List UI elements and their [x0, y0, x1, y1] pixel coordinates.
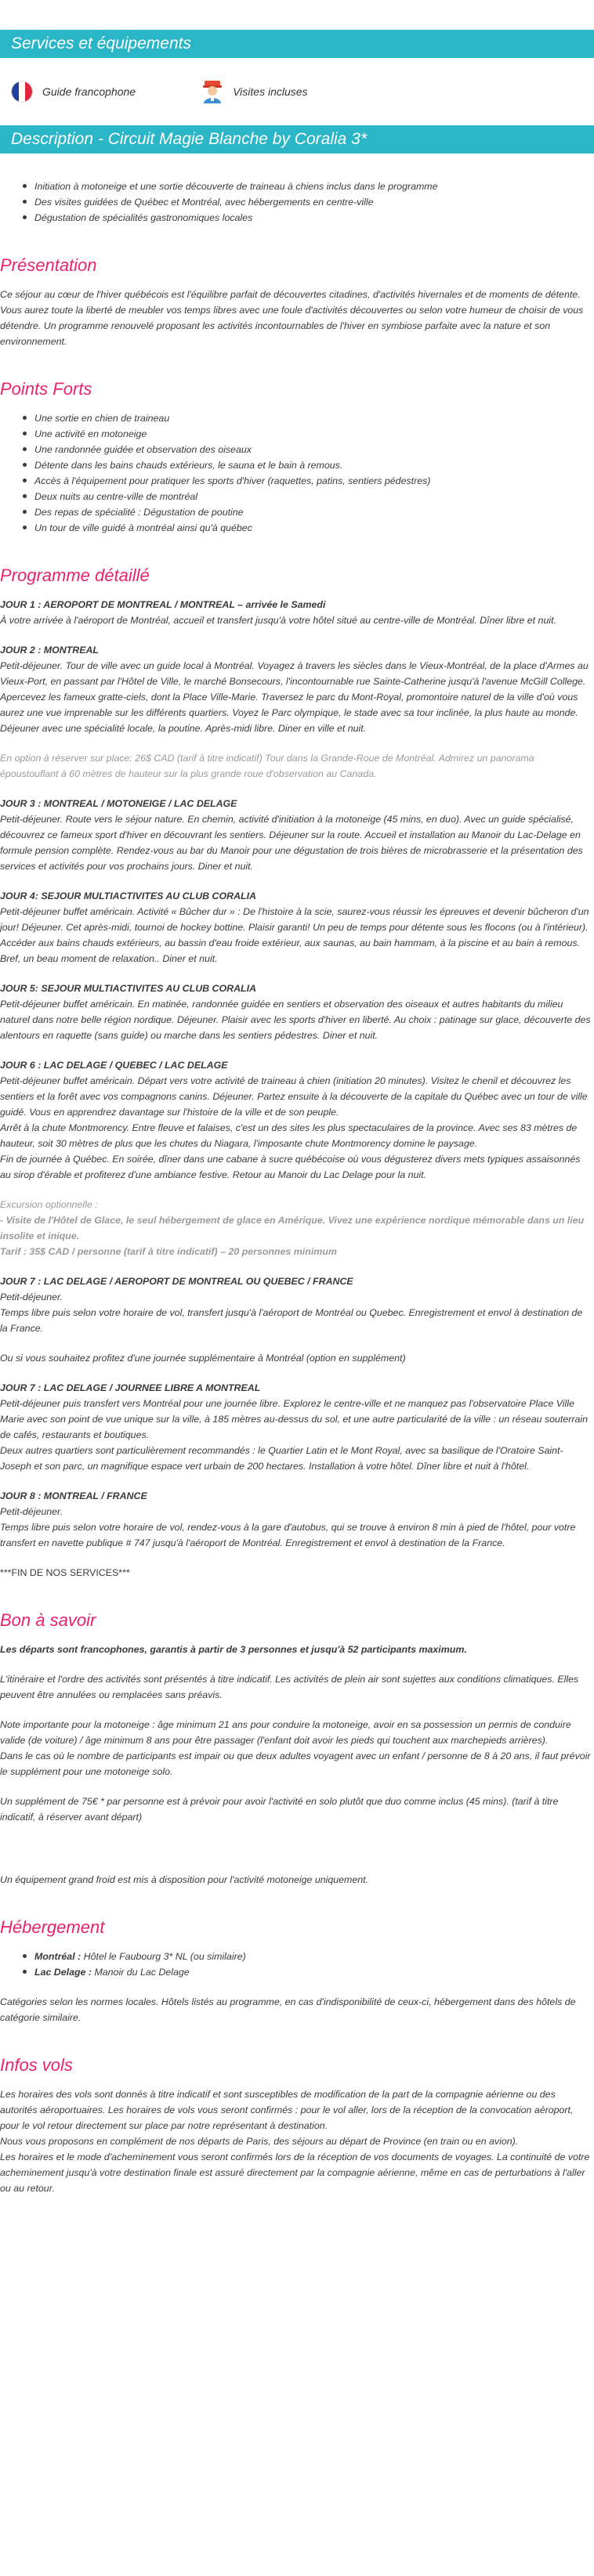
main-content	[0, 154, 594, 2196]
bon-a-savoir-text: Dans le cas où le nombre de participants est impair ou que deux adultes voyagent avec un enfant / personne de 8 à 20 ans, il faut prévoir le supplément pour une motoneige solo.	[0, 1750, 591, 1777]
day-title: JOUR 6 : LAC DELAGE / QUEBEC / LAC DELAGE	[0, 1060, 228, 1071]
hotel-city: Montréal :	[34, 1951, 81, 1962]
list-item: Initiation à motoneige et une sortie découverte de traineau à chiens inclus dans le programme	[34, 179, 591, 194]
day-text: Temps libre puis selon votre horaire de vol, transfert jusqu'à l'aéroport de Montréal ou Quebec. Enregistrement et envol à destination de la France.	[0, 1307, 583, 1334]
infos-vols-title: Infos vols	[0, 2055, 73, 2075]
infos-vols-text: Nous vous proposons en complément de nos départs de Paris, des séjours au départ de Province (en train ou en avion).	[0, 2136, 519, 2147]
description-header: Description - Circuit Magie Blanche by Coralia 3*	[0, 125, 594, 154]
list-item: Deux nuits au centre-ville de montréal	[34, 489, 591, 504]
list-item: Une activité en motoneige	[34, 426, 591, 442]
infos-vols-body	[0, 2086, 591, 2196]
day-title: JOUR 4: SEJOUR MULTIACTIVITES AU CLUB CORALIA	[0, 891, 256, 901]
excursion-tarif: Tarif : 35$ CAD / personne (tarif à titre indicatif) – 20 personnes minimum	[0, 1246, 337, 1257]
day-title: JOUR 7 : LAC DELAGE / JOURNEE LIBRE A MONTREAL	[0, 1382, 261, 1393]
hotel-name: Manoir du Lac Delage	[94, 1967, 190, 1978]
day-choice: Ou si vous souhaitez profitez d'une journée supplémentaire à Montréal (option en supplément)	[0, 1353, 406, 1364]
list-item	[34, 1964, 591, 1980]
bon-a-savoir-bold: Les départs sont francophones, garantis à partir de 3 personnes et jusqu'à 52 participants maximum.	[0, 1644, 467, 1655]
infos-vols-text: Les horaires et le mode d'acheminement vous seront confirmés lors de la réception de vos documents de voyages. La continuité de votre acheminement jusqu'à votre destination finale est assuré directement par la compagnie aérienne, même en cas de perturbations à l'aller ou au retour.	[0, 2151, 590, 2194]
bon-a-savoir-text: Note importante pour la motoneige : âge minimum 21 ans pour conduire la motoneige, avoir en sa possession un permis de conduire valide (de voiture) / âge minimum 8 ans pour être passager (l'enfant doit avoir les pieds qui touchent aux marchepieds arrières).	[0, 1719, 571, 1746]
option-text: En option à réserver sur place: 26$ CAD (tarif à titre indicatif) Tour dans la Grande-Roue de Montréal. Admirez un panorama époustouflant à 60 mètres de hauteur sur la plus grande roue d'observation au Canada.	[0, 753, 534, 779]
day-text: À votre arrivée à l'aéroport de Montréal, accueil et transfert jusqu'à votre hôtel situé au centre-ville de Montréal. Dîner libre et nuit.	[0, 615, 556, 626]
list-item: Accès à l'équipement pour pratiquer les sports d'hiver (raquettes, patins, sentiers pédestres)	[34, 473, 591, 489]
service-label: Visites incluses	[233, 85, 308, 98]
day-text: Petit-déjeuner.	[0, 1292, 63, 1302]
tour-guide-icon	[201, 80, 223, 103]
presentation-text: Ce séjour au cœur de l'hiver québécois est l'équilibre parfait de découvertes citadines, d'activités hivernales et de moments de détente. Vous aurez toute la liberté de meubler vos temps libres avec une foule d'activités découvertes ou selon votre humeur de choisir de vous détendre. Un programme renouvelé proposant les activités incontournables de l'hiver en symbiose parfaite avec la nature et son environnement.	[0, 289, 584, 347]
points-forts-list	[0, 410, 591, 536]
bon-a-savoir-text: Un supplément de 75€ * par personne est à prévoir pour avoir l'activité en solo plutôt que duo comme inclus (45 mins). (tarif à titre indicatif, à réserver avant départ)	[0, 1796, 559, 1823]
list-item: Détente dans les bains chauds extérieurs, le sauna et le bain à remous.	[34, 457, 591, 473]
day-text: Petit-déjeuner buffet américain. Départ vers votre activité de traineau à chien (initiation 20 minutes). Visitez le chenil et découvrez les sentiers et la forêt avec vos compagnons canins. Déjeuner. Partez ensuite à la découverte de la capitale du Québec avec un tour de ville guidé. Vous en apprendrez davantage sur l'histoire de la ville et de son peuple.	[0, 1075, 588, 1118]
day-text: Temps libre puis selon votre horaire de vol, rendez-vous à la gare d'autobus, qui se trouve à environ 8 min à pied de l'hôtel, pour votre transfert en navette publique # 747 jusqu'à l'aéroport de Montréal. Enregistrement et envol à destination de la France.	[0, 1522, 576, 1548]
infos-vols-text: Les horaires des vols sont donnés à titre indicatif et sont susceptibles de modification de la part de la compagnie aérienne ou des autorités aéroportuaires. Les horaires de vols vous seront confirmés : pour le vol aller, lors de la réception de la convocation aéroport, pour le vol retour directement sur place par notre représentant à destination.	[0, 2089, 574, 2131]
day-text: Petit-déjeuner. Tour de ville avec un guide local à Montréal. Voyagez à travers les siècles dans le Vieux-Montréal, de la place d'Armes au Vieux-Port, en passant par l'Hôtel de Ville, le marché Bonsecours, l'incontournable rue Sainte-Catherine jusqu'à l'avenue McGill College. Apercevez les fameux gratte-ciels, dont la Place Ville-Marie. Traversez le parc du Mont-Royal, promontoire naturel de la ville d'où vous aurez une vue imprenable sur les différents quartiers. Voyez le Parc olympique, le stade avec sa tour inclinée, la plus haute au monde. Déjeuner avec une spécialité locale, la poutine. Après-midi libre. Diner en ville et nuit.	[0, 660, 589, 734]
end-of-services: ***FIN DE NOS SERVICES***	[0, 1567, 130, 1578]
list-item: Une randonnée guidée et observation des oiseaux	[34, 442, 591, 457]
day-text: Arrêt à la chute Montmorency. Entre fleuve et falaises, c'est un des sites les plus spectaculaires de la province. Avec ses 83 mètres de hauteur, soit 30 mètres de plus que les chutes du Niagara, l'imposante chute Montmorency domine le paysage.	[0, 1122, 578, 1149]
list-item: Dégustation de spécialités gastronomiques locales	[34, 210, 591, 226]
services-list	[0, 58, 594, 125]
points-forts-title: Points Forts	[0, 379, 92, 399]
french-flag-icon	[11, 81, 33, 103]
bon-a-savoir-title: Bon à savoir	[0, 1610, 96, 1630]
presentation-title: Présentation	[0, 255, 97, 275]
service-item-visites	[201, 80, 307, 103]
list-item: Une sortie en chien de traineau	[34, 410, 591, 426]
day-text: Petit-déjeuner puis transfert vers Montréal pour une journée libre. Explorez le centre-ville et ne manquez pas l'observatoire Place Ville Marie avec son point de vue unique sur la ville, à 185 mètres au-dessus du sol, et une autre particularité de la ville : un réseau souterrain de cafés, restaurants et boutiques.	[0, 1398, 589, 1440]
bon-a-savoir-body	[0, 1642, 591, 1888]
programme-title: Programme détaillé	[0, 565, 150, 585]
day-text: Petit-déjeuner buffet américain. En matinée, randonnée guidée en sentiers et observation des oiseaux et autres habitants du milieu naturel dans notre belle région nordique. Déjeuner. Plaisir avec les sports d'hiver en liberté. Au choix : patinage sur glace, découverte des alentours en raquette (sans guide) ou marche dans les sentiers pédestres. Diner et nuit.	[0, 999, 591, 1041]
services-header: Services et équipements	[0, 30, 594, 58]
list-item	[34, 1949, 591, 1964]
bon-a-savoir-text: L'itinéraire et l'ordre des activités sont présentés à titre indicatif. Les activités de plein air sont sujettes aux conditions climatiques. Elles peuvent être annulées ou remplacées sans préavis.	[0, 1674, 579, 1700]
day-title: JOUR 1 : AEROPORT DE MONTREAL / MONTREAL – arrivée le Samedi	[0, 599, 326, 610]
hotel-name: Hôtel le Faubourg 3* NL (ou similaire)	[83, 1951, 246, 1962]
bon-a-savoir-text: Un équipement grand froid est mis à disposition pour l'activité motoneige uniquement.	[0, 1874, 369, 1885]
list-item: Des repas de spécialité : Dégustation de poutine	[34, 504, 591, 520]
list-item: Des visites guidées de Québec et Montréal, avec hébergements en centre-ville	[34, 194, 591, 210]
description-bullets	[0, 154, 591, 226]
day-title: JOUR 8 : MONTREAL / FRANCE	[0, 1490, 147, 1501]
day-text: Petit-déjeuner. Route vers le séjour nature. En chemin, activité d'initiation à la motoneige (45 mins, en duo). Avec un guide spécialisé, découvrez ce fameux sport d'hiver en découvrant les sentiers. Déjeuner sur la route. Accueil et installation au Manoir du Lac-Delage en formule pension complète. Rendez-vous au bar du Manoir pour une dégustation de trois bières de microbrasserie et la présentation des services et activités pour vos prochains jours. Diner et nuit.	[0, 814, 583, 872]
excursion-title: Excursion optionnelle :	[0, 1199, 98, 1210]
day-text: Petit-déjeuner buffet américain. Activité « Bûcher dur » : De l'histoire à la scie, saurez-vous réussir les épreuves et devenir bûcheron d'un jour! Déjeuner. Cet après-midi, tournoi de hockey bottine. Plaisir garanti! Un peu de temps pour détente sous les flocons (ou à l'intérieur). Accéder aux bains chauds extérieurs, au bassin d'eau froide extérieur, aux saunas, au bain hammam, à la piscine et au bain à remous. Bref, un beau moment de relaxation.. Diner et nuit.	[0, 906, 589, 964]
day-text: Fin de journée à Québec. En soirée, dîner dans une cabane à sucre québécoise où vous dégusterez divers mets typiques assaisonnés au sirop d'érable et profiterez d'une ambiance festive. Retour au Manoir du Lac Delage pour la nuit.	[0, 1154, 581, 1180]
excursion-text: - Visite de l'Hôtel de Glace, le seul hébergement de glace en Amérique. Vivez une expérience nordique mémorable dans un lieu insolite et inique.	[0, 1215, 585, 1241]
service-item-guide	[11, 81, 136, 103]
hebergement-list	[0, 1949, 591, 1980]
day-title: JOUR 7 : LAC DELAGE / AEROPORT DE MONTREAL OU QUEBEC / FRANCE	[0, 1276, 353, 1287]
day-text: Petit-déjeuner.	[0, 1506, 63, 1517]
day-title: JOUR 2 : MONTREAL	[0, 645, 99, 656]
programme-body	[0, 597, 591, 1581]
hotel-city: Lac Delage :	[34, 1967, 92, 1978]
day-title: JOUR 5: SEJOUR MULTIACTIVITES AU CLUB CORALIA	[0, 983, 256, 994]
day-text: Deux autres quartiers sont particulièrement recommandés : le Quartier Latin et le Mont Royal, avec sa basilique de l'Oratoire Saint-Joseph et son parc, un magnifique espace vert urbain de 200 hectares. Installation à votre hôtel. Dîner libre et nuit à l'hôtel.	[0, 1445, 563, 1472]
service-label: Guide francophone	[42, 85, 136, 98]
hebergement-title: Hébergement	[0, 1917, 105, 1937]
list-item: Un tour de ville guidé à montréal ainsi qu'à québec	[34, 520, 591, 536]
day-title: JOUR 3 : MONTREAL / MOTONEIGE / LAC DELAGE	[0, 798, 237, 809]
hebergement-note: Catégories selon les normes locales. Hôtels listés au programme, en cas d'indisponibilité de ceux-ci, hébergement dans des hôtels de catégorie similaire.	[0, 1996, 576, 2023]
